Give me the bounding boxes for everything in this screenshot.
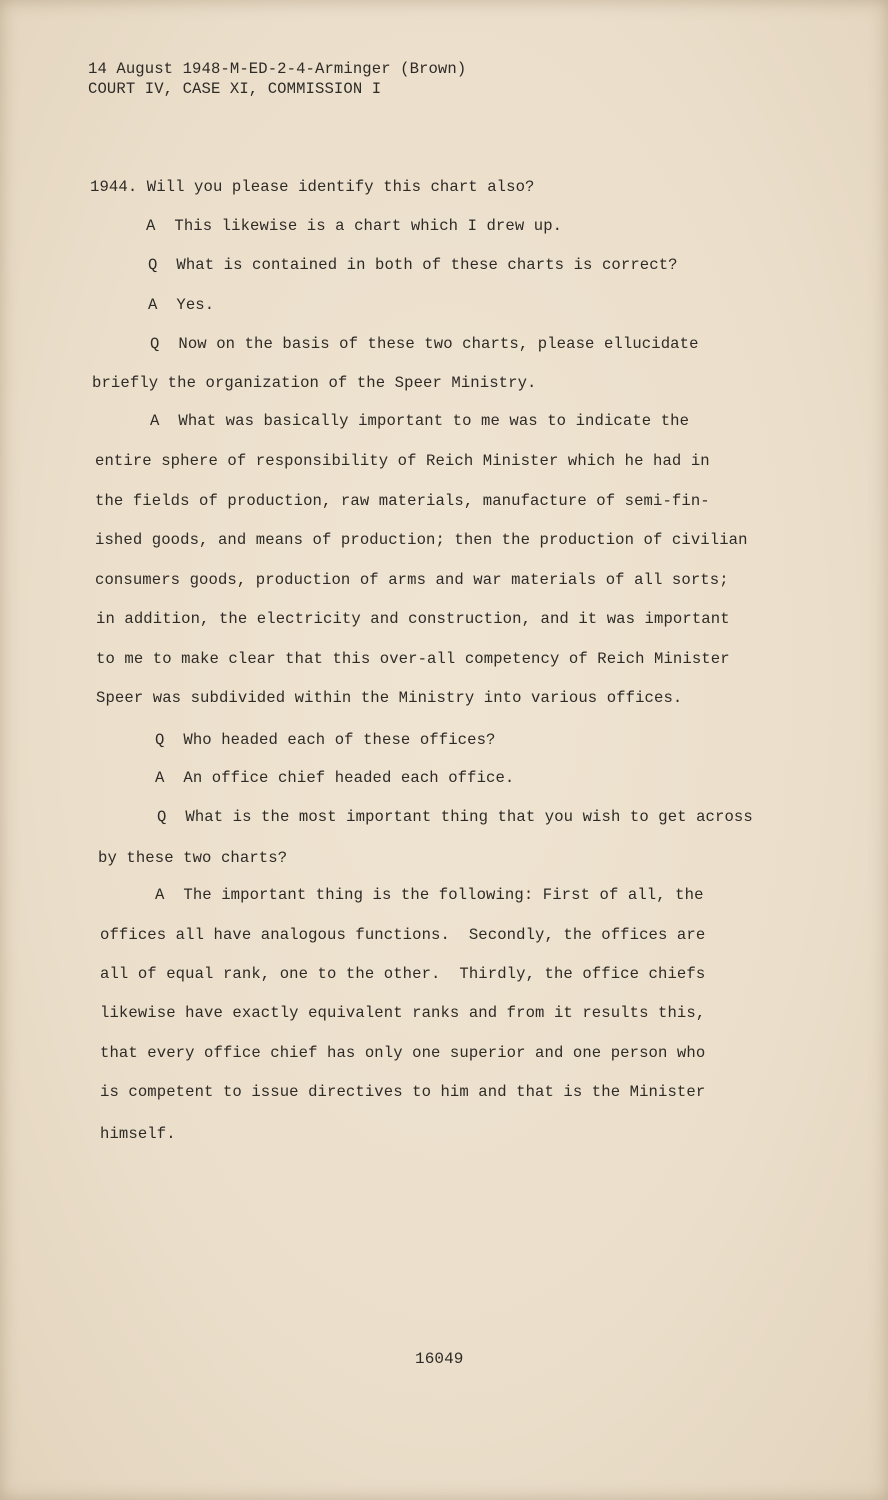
text-line: that every office chief has only one superior and one person who: [100, 1044, 706, 1062]
text-line: by these two charts?: [98, 849, 288, 867]
text-line: is competent to issue directives to him and that is the Minister: [100, 1083, 706, 1101]
page-number: 16049: [415, 1350, 464, 1368]
text-line: Q Who headed each of these offices?: [155, 731, 496, 749]
text-line: A What was basically important to me was to indicate the: [150, 412, 690, 430]
text-line: A The important thing is the following: First of all, the: [155, 886, 704, 904]
header-line-2: COURT IV, CASE XI, COMMISSION I: [88, 80, 382, 98]
text-line: all of equal rank, one to the other. Thirdly, the office chiefs: [100, 965, 706, 983]
text-line: himself.: [100, 1125, 176, 1143]
text-line: likewise have exactly equivalent ranks and from it results this,: [100, 1004, 706, 1022]
text-line: 1944. Will you please identify this chart also?: [90, 178, 535, 196]
text-line: entire sphere of responsibility of Reich Minister which he had in: [95, 452, 710, 470]
text-line: Q What is the most important thing that you wish to get across: [157, 808, 753, 826]
text-line: briefly the organization of the Speer Ministry.: [92, 374, 537, 392]
header-line-1: 14 August 1948-M-ED-2-4-Arminger (Brown): [88, 60, 467, 78]
text-line: consumers goods, production of arms and war materials of all sorts;: [95, 571, 729, 589]
text-line: A Yes.: [148, 296, 215, 314]
text-line: in addition, the electricity and construction, and it was important: [96, 610, 730, 628]
text-line: Speer was subdivided within the Ministry into various offices.: [96, 689, 683, 707]
text-line: A This likewise is a chart which I drew up.: [146, 217, 563, 235]
text-line: to me to make clear that this over-all competency of Reich Minister: [96, 650, 730, 668]
text-line: A An office chief headed each office.: [155, 769, 515, 787]
text-line: ished goods, and means of production; then the production of civilian: [95, 531, 748, 549]
text-line: Q What is contained in both of these charts is correct?: [148, 256, 678, 274]
text-line: the fields of production, raw materials, manufacture of semi-fin-: [95, 492, 710, 510]
text-line: offices all have analogous functions. Secondly, the offices are: [100, 926, 706, 944]
text-line: Q Now on the basis of these two charts, please ellucidate: [150, 335, 699, 353]
